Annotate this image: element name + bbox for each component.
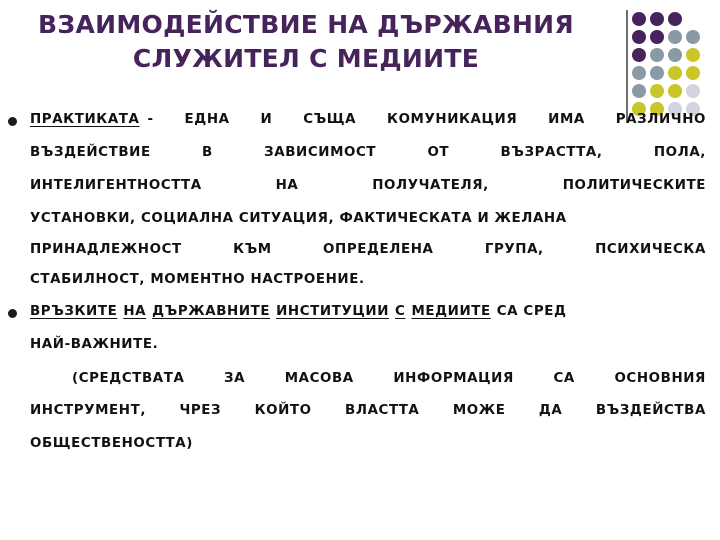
bullet1-line-2 bbox=[30, 143, 706, 163]
word: НА bbox=[275, 178, 299, 193]
word: ДА bbox=[538, 403, 563, 418]
title-line-2: СЛУЖИТЕЛ С МЕДИИТЕ bbox=[132, 44, 480, 73]
bullet-dot-2 bbox=[8, 309, 17, 318]
text-segment: ОБЩЕСТВЕНОСТТА) bbox=[30, 436, 193, 451]
text-segment: СТАБИЛНОСТ, МОМЕНТНО НАСТРОЕНИЕ. bbox=[30, 272, 365, 287]
text-segment: НАЙ-ВАЖНИТЕ. bbox=[30, 337, 159, 352]
bullet1-line-1 bbox=[30, 110, 706, 130]
link-word: С bbox=[395, 304, 406, 319]
text-segment: - ЕДНА И СЪЩА КОМУНИКАЦИЯ ИМА РАЗЛИЧНО bbox=[147, 112, 706, 127]
bullet2-line-5 bbox=[30, 434, 706, 454]
word: В bbox=[202, 145, 213, 160]
word: ВЛАСТТА bbox=[345, 403, 420, 418]
bullet1-line-5 bbox=[30, 240, 706, 260]
bullet1-line-6 bbox=[30, 270, 706, 290]
word: МОЖЕ bbox=[452, 403, 506, 418]
word: ОСНОВНИЯ bbox=[614, 371, 706, 386]
link-word: ВРЪЗКИТЕ bbox=[30, 304, 118, 319]
word: МАСОВА bbox=[284, 371, 354, 386]
bullet1-line-4 bbox=[30, 209, 706, 229]
word: СА bbox=[553, 371, 575, 386]
word: ЗА bbox=[224, 371, 246, 386]
bullet2-line-1 bbox=[30, 302, 706, 322]
text-segment: СА СРЕД bbox=[496, 304, 567, 319]
word: ОПРЕДЕЛЕНА bbox=[323, 242, 434, 257]
bullet-dot-1 bbox=[8, 117, 17, 126]
word: ЗАВИСИМОСТ bbox=[264, 145, 377, 160]
word: ОТ bbox=[427, 145, 450, 160]
word: ГРУПА, bbox=[484, 242, 544, 257]
word: ПСИХИЧЕСКА bbox=[595, 242, 706, 257]
word: ИНФОРМАЦИЯ bbox=[393, 371, 514, 386]
word: ВЪЗДЕЙСТВИЕ bbox=[30, 145, 151, 160]
text-segment: УСТАНОВКИ, СОЦИАЛНА СИТУАЦИЯ, ФАКТИЧЕСКАТА И ЖЕЛАНА bbox=[30, 211, 567, 226]
word: КОЙТО bbox=[254, 403, 312, 418]
link-word: НА bbox=[123, 304, 147, 319]
word: (СРЕДСТВАТА bbox=[72, 371, 185, 386]
word: ИНСТРУМЕНТ, bbox=[30, 403, 147, 418]
word: ПОЛУЧАТЕЛЯ, bbox=[372, 178, 489, 193]
bullet1-line-3 bbox=[30, 176, 706, 196]
bullet2-line-4 bbox=[30, 401, 706, 421]
word: ВЪЗРАСТТА, bbox=[500, 145, 603, 160]
practice-keyword: ПРАКТИКАТА bbox=[30, 112, 140, 127]
word: ИНТЕЛИГЕНТНОСТТА bbox=[30, 178, 202, 193]
link-word: ИНСТИТУЦИИ bbox=[276, 304, 390, 319]
word: ВЪЗДЕЙСТВА bbox=[595, 403, 706, 418]
word: КЪМ bbox=[233, 242, 272, 257]
bullet2-line-3 bbox=[72, 369, 706, 389]
link-word: ДЪРЖАВНИТЕ bbox=[152, 304, 271, 319]
word: ПОЛИТИЧЕСКИТЕ bbox=[562, 178, 706, 193]
title-line-1: ВЗАИМОДЕЙСТВИЕ НА ДЪРЖАВНИЯ bbox=[38, 10, 574, 39]
link-word: МЕДИИТЕ bbox=[411, 304, 491, 319]
word: ПОЛА, bbox=[653, 145, 706, 160]
word: ЧРЕЗ bbox=[179, 403, 222, 418]
word: ПРИНАДЛЕЖНОСТ bbox=[30, 242, 182, 257]
bullet2-line-2 bbox=[30, 335, 706, 355]
